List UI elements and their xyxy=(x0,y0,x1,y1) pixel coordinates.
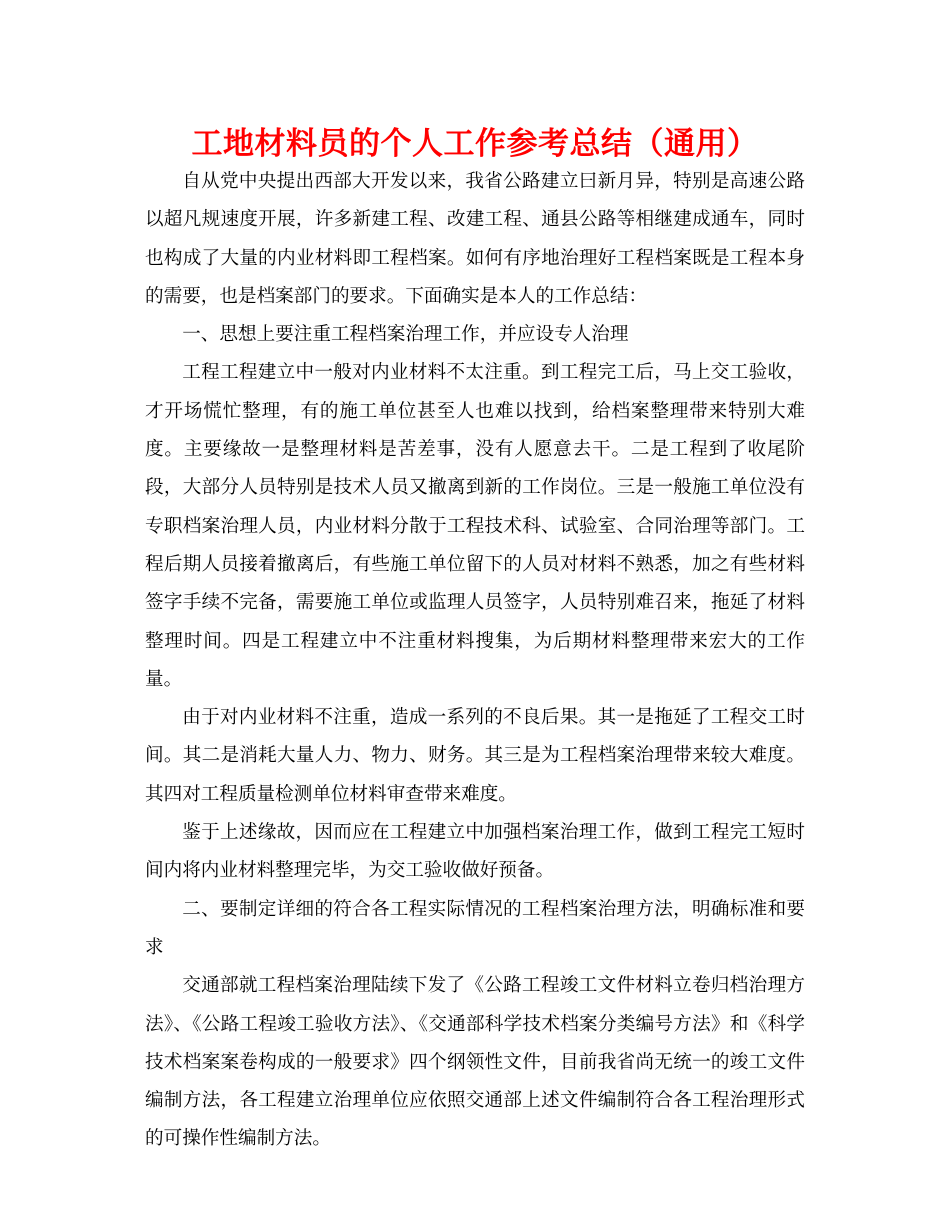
paragraph: 由于对内业材料不注重，造成一系列的不良后果。其一是拖延了工程交工时间。其二是消耗大量人力、物力、财务。其三是为工程档案治理带来较大难度。其四对工程质量检测单位材料审查带来难度。 xyxy=(145,707,805,805)
section-heading: 二、要制定详细的符合各工程实际情况的工程档案治理方法，明确标准和要求 xyxy=(145,898,805,958)
paragraph: 工程工程建立中一般对内业材料不太注重。到工程完工后，马上交工验收，才开场慌忙整理，有的施工单位甚至人也难以找到，给档案整理带来特别大难度。主要缘故一是整理材料是苦差事，没有人愿意去干。二是工程到了收尾阶段，大部分人员特别是技术人员又撤离到新的工作岗位。三是一般施工单位没有专职档案治理人员，内业材料分散于工程技术科、试验室、合同治理等部门。工程后期人员接着撤离后，有些施工单位留下的人员对材料不熟悉，加之有些材料签字手续不完备，需要施工单位或监理人员签字，人员特别难召来，拖延了材料整理时间。四是工程建立中不注重材料搜集，为后期材料整理带来宏大的工作量。 xyxy=(145,362,805,690)
section-heading: 一、思想上要注重工程档案治理工作，并应设专人治理 xyxy=(182,324,629,346)
paragraph: 自从党中央提出西部大开发以来，我省公路建立曰新月异，特别是高速公路以超凡规速度开展，许多新建工程、改建工程、通县公路等相继建成通车，同时也构成了大量的内业材料即工程档案。如何有序地治理好工程档案既是工程本身的需要，也是档案部门的要求。下面确实是本人的工作总结： xyxy=(145,171,805,307)
paragraph: 交通部就工程档案治理陆续下发了《公路工程竣工文件材料立卷归档治理方法》、《公路工程竣工验收方法》、《交通部科学技术档案分类编号方法》和《科学技术档案案卷构成的一般要求》四个纲领性文件，目前我省尚无统一的竣工文件编制方法，各工程建立治理单位应依照交通部上述文件编制符合各工程治理形式的可操作性编制方法。 xyxy=(145,975,805,1150)
document-title: 工地材料员的个人工作参考总结（通用） xyxy=(191,126,759,162)
paragraph: 鉴于上述缘故，因而应在工程建立中加强档案治理工作，做到工程完工短时间内将内业材料整理完毕，为交工验收做好预备。 xyxy=(145,822,805,882)
document-body xyxy=(145,163,805,1159)
